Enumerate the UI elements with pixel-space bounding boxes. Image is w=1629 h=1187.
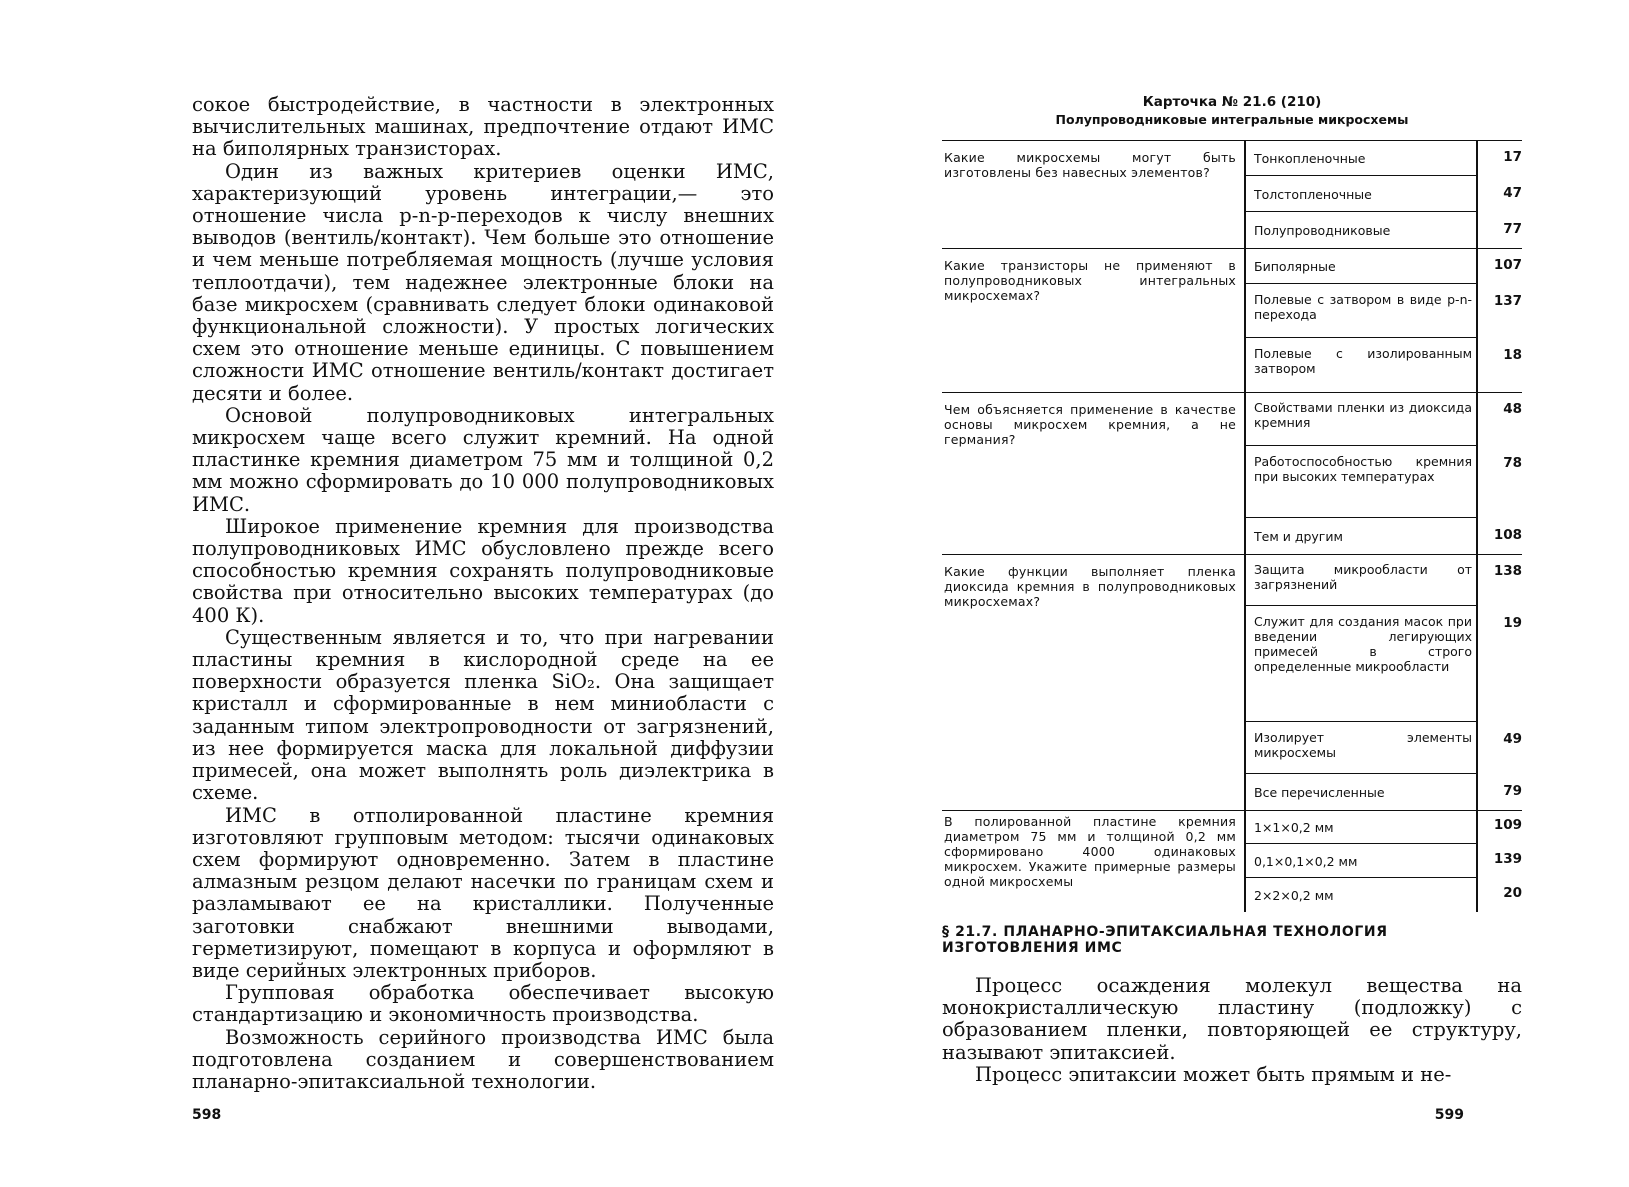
- answer-code: 107: [1493, 257, 1522, 273]
- answer-code: 77: [1503, 221, 1522, 237]
- answer-text: Изолирует элементы микросхемы: [1254, 730, 1472, 760]
- question-block: [942, 554, 1522, 810]
- answer-code: 108: [1493, 527, 1522, 543]
- answer-option[interactable]: [1244, 446, 1476, 518]
- paragraph: Групповая обработка обеспечивает высокую стандартизацию и экономичность производства.: [192, 981, 774, 1027]
- paragraph: Процесс эпитаксии может быть прямым и не-: [975, 1062, 1452, 1086]
- answer-option[interactable]: [1244, 518, 1476, 554]
- answer-code: 49: [1503, 731, 1522, 747]
- answer-code: 17: [1503, 149, 1522, 165]
- answer-option[interactable]: [1244, 774, 1476, 810]
- question-block: [942, 810, 1522, 912]
- question-text: Чем объясняется применение в качестве основы микросхем кремния, а не германия?: [944, 402, 1236, 447]
- answer-code: 78: [1503, 455, 1522, 471]
- answer-option[interactable]: [1244, 844, 1476, 878]
- answer-option[interactable]: [1244, 722, 1476, 774]
- question-text: Какие микросхемы могут быть изготовлены без навесных элементов?: [944, 150, 1236, 180]
- paragraph: ИМС в отполированной пластине кремния изготовляют групповым методом: тысячи одинаковых схем формируют одновременно. Затем в пластине алмазным резцом делают насечки по границам схем и разламывают ее на кристаллики. Полученные заготовки снабжают внешними выводами, герметизируют, помещают в корпуса и оформляют в виде серийных электронных приборов.: [192, 803, 774, 982]
- question-text: Какие транзисторы не применяют в полупроводниковых интегральных микросхемах?: [944, 258, 1236, 303]
- paragraph: Процесс осаждения молекул вещества на монокристаллическую пластину (подложку) с образованием пленки, повторяющей ее структуру, называют эпитаксией.: [942, 974, 1522, 1064]
- answer-option[interactable]: [1244, 606, 1476, 722]
- answer-text: Полупроводниковые: [1254, 222, 1391, 238]
- answer-option[interactable]: [1244, 140, 1476, 176]
- answer-text: Тонкопленочные: [1254, 150, 1366, 166]
- answer-code: 47: [1503, 185, 1522, 201]
- answer-text: 2×2×0,2 мм: [1254, 887, 1334, 903]
- answer-text: Полевые с изолированным затвором: [1254, 346, 1472, 376]
- answer-text: Служит для создания масок при введении легирующих примесей в строго определенные микрообласти: [1254, 614, 1472, 674]
- answer-option[interactable]: [1244, 212, 1476, 248]
- answer-text: Биполярные: [1254, 258, 1336, 274]
- paragraph: Возможность серийного производства ИМС была подготовлена созданием и совершенствованием планарно-эпитаксиальной технологии.: [192, 1025, 774, 1093]
- question-text: В полированной пластине кремния диаметром 75 мм и толщиной 0,2 мм сформировано 4000 одинаковых микросхем. Укажите примерные размеры одной микросхемы: [944, 814, 1236, 889]
- answer-option[interactable]: [1244, 878, 1476, 912]
- paragraph: Существенным является и то, что при нагревании пластины кремния в кислородной среде на ее поверхности образуется пленка SiO₂. Она защищает кристалл и сформированные в нем миниобласти с заданным типом электропроводности от загрязнений, из нее формируется маска для локальной диффузии примесей, она может выполнять роль диэлектрика в схеме.: [192, 625, 774, 805]
- paragraph: Широкое применение кремния для производства полупроводниковых ИМС обусловлено прежде всего способностью кремния сохранять полупроводниковые свойства при относительно высоких температурах (до 400 К).: [192, 514, 774, 627]
- answer-code: 48: [1503, 401, 1522, 417]
- answer-text: 1×1×0,2 мм: [1254, 819, 1334, 835]
- card-title: Карточка № 21.6 (210): [1142, 94, 1322, 110]
- page-number: 598: [192, 1107, 222, 1123]
- answer-option[interactable]: [1244, 338, 1476, 392]
- answer-code: 20: [1503, 885, 1522, 901]
- answer-text: Свойствами пленки из диоксида кремния: [1254, 400, 1472, 430]
- answer-code: 137: [1493, 293, 1522, 309]
- answer-text: Полевые с затвором в виде p-n-перехода: [1254, 292, 1472, 322]
- paragraph: Один из важных критериев оценки ИМС, характеризующий уровень интеграции,— это отношение числа p-n-p-переходов к числу внешних выводов (вентиль/контакт). Чем больше это отношение и чем меньше потребляемая мощность (лучше условия теплоотдачи), тем надежнее электронные блоки на базе микросхем (сравнивать следует блоки одинаковой функциональной сложности). У простых логических схем это отношение меньше единицы. С повышением сложности ИМС отношение вентиль/контакт достигает десяти и более.: [192, 159, 774, 405]
- answer-text: 0,1×0,1×0,2 мм: [1254, 853, 1358, 869]
- answer-option[interactable]: [1244, 248, 1476, 284]
- answer-option[interactable]: [1244, 176, 1476, 212]
- right-page-body: [942, 975, 1522, 1086]
- question-block: [942, 248, 1522, 392]
- left-page-body: [192, 94, 774, 1093]
- answer-text: Защита микрообласти от загрязнений: [1254, 562, 1472, 592]
- paragraph: сокое быстродействие, в частности в электронных вычислительных машинах, предпочтение отдают ИМС на биполярных транзисторах.: [192, 93, 774, 161]
- question-block: [942, 140, 1522, 248]
- answer-code: 109: [1493, 817, 1522, 833]
- paragraph: Основой полупроводниковых интегральных микросхем чаще всего служит кремний. На одной пластинке кремния диаметром 75 мм и толщиной 0,2 мм можно сформировать до 10 000 полупроводниковых ИМС.: [192, 403, 774, 516]
- answer-text: Работоспособностью кремния при высоких температурах: [1254, 454, 1472, 484]
- answer-option[interactable]: [1244, 810, 1476, 844]
- page-number: 599: [1434, 1107, 1464, 1123]
- card-subtitle: Полупроводниковые интегральные микросхемы: [1055, 112, 1409, 127]
- answer-code: 139: [1493, 851, 1522, 867]
- section-heading: § 21.7. ПЛАНАРНО-ЭПИТАКСИАЛЬНАЯ ТЕХНОЛОГИЯ ИЗГОТОВЛЕНИЯ ИМС: [942, 924, 1388, 956]
- answer-code: 18: [1503, 347, 1522, 363]
- answer-code: 138: [1493, 563, 1522, 579]
- answer-text: Тем и другим: [1254, 528, 1343, 544]
- answer-option[interactable]: [1244, 554, 1476, 606]
- question-block: [942, 392, 1522, 554]
- answer-text: Все перечисленные: [1254, 784, 1385, 800]
- answer-code: 79: [1503, 783, 1522, 799]
- question-text: Какие функции выполняет пленка диоксида кремния в полупроводниковых микросхемах?: [944, 564, 1236, 609]
- answer-code: 19: [1503, 615, 1522, 631]
- answer-text: Толстопленочные: [1254, 186, 1372, 202]
- answer-option[interactable]: [1244, 284, 1476, 338]
- answer-option[interactable]: [1244, 392, 1476, 446]
